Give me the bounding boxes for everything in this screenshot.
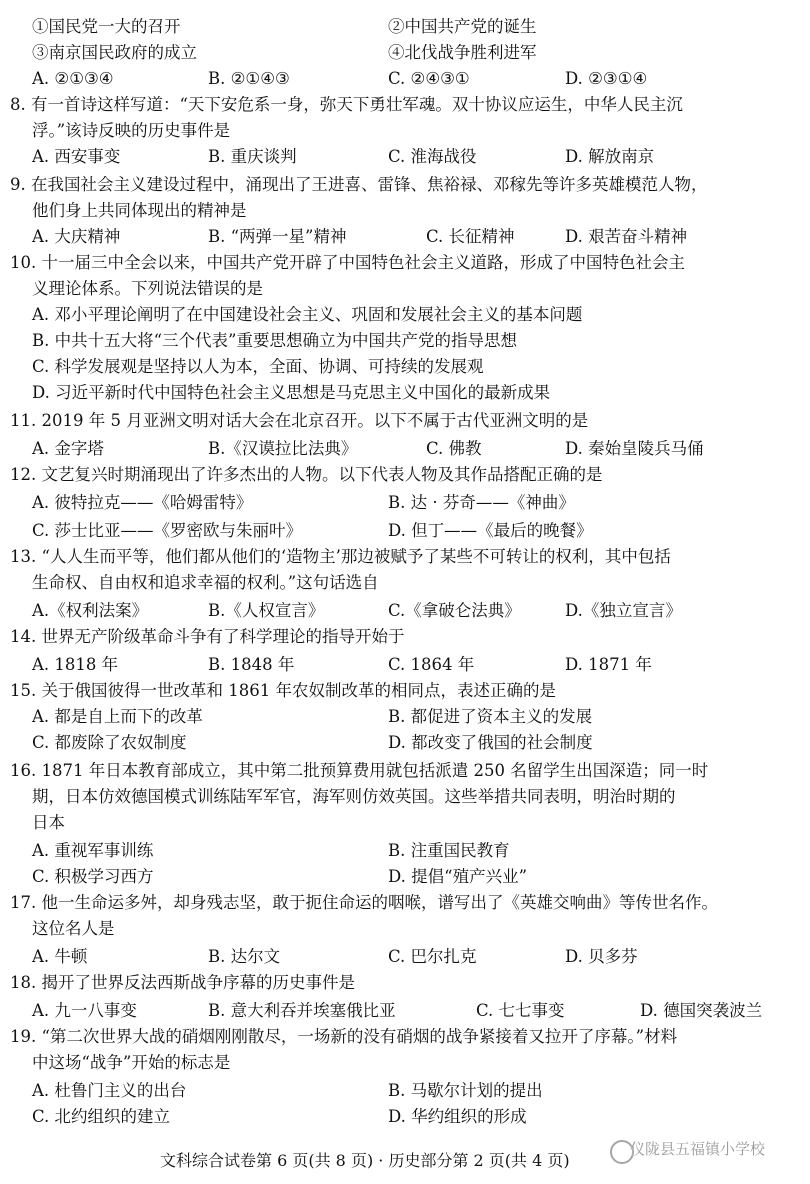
text-segment: 11. 2019 年 5 月亚洲文明对话大会在北京召开。以下不属于古代亚洲文明的是 bbox=[10, 411, 589, 430]
text-segment: 13. “人人生而平等，他们都从他们的‘造物主’那边被赋予了某些不可转让的权利，其中包括 bbox=[10, 547, 671, 566]
text-segment: B. 重庆谈判 bbox=[208, 147, 297, 166]
text-line bbox=[0, 380, 810, 406]
text-line bbox=[0, 250, 810, 276]
text-segment: C. 淮海战役 bbox=[388, 147, 477, 166]
watermark bbox=[610, 1108, 800, 1178]
text-line bbox=[0, 730, 810, 756]
text-line bbox=[0, 1078, 810, 1104]
text-segment: 生命权、自由权和追求幸福的权利。”这句话选自 bbox=[32, 573, 379, 592]
text-segment: 8. 有一首诗这样写道：“天下安危系一身，弥天下勇壮军魂。双十协议应运生，中华人民主沉 bbox=[10, 95, 683, 114]
text-segment: C. 七七事变 bbox=[476, 1001, 565, 1020]
text-line bbox=[0, 302, 810, 328]
text-segment: B. 达尔文 bbox=[208, 947, 281, 966]
text-segment: 中这场“战争”开始的标志是 bbox=[32, 1053, 231, 1072]
text-segment: B. 都促进了资本主义的发展 bbox=[388, 707, 593, 726]
text-segment: B. 马歇尔计划的提出 bbox=[388, 1081, 543, 1100]
text-segment: C. 长征精神 bbox=[426, 227, 515, 246]
text-segment: 10. 十一届三中全会以来，中国共产党开辟了中国特色社会主义道路，形成了中国特色社会主 bbox=[10, 253, 685, 272]
text-segment: C. 佛教 bbox=[426, 439, 482, 458]
text-segment: 日本 bbox=[32, 813, 65, 832]
text-segment: D. 都改变了俄国的社会制度 bbox=[388, 733, 593, 752]
text-segment: D. 秦始皇陵兵马俑 bbox=[565, 439, 704, 458]
text-segment: C. 北约组织的建立 bbox=[32, 1107, 171, 1126]
text-line bbox=[0, 890, 810, 916]
text-segment: B. 注重国民教育 bbox=[388, 841, 510, 860]
text-segment: C. 积极学习西方 bbox=[32, 867, 154, 886]
text-line bbox=[0, 864, 810, 890]
text-segment: A. ②①③④ bbox=[32, 69, 114, 88]
text-line bbox=[0, 838, 810, 864]
text-segment: A. 大庆精神 bbox=[32, 227, 121, 246]
text-segment: ③南京国民政府的成立 bbox=[32, 43, 197, 62]
text-segment: A. 彼特拉克——《哈姆雷特》 bbox=[32, 493, 253, 512]
text-segment: 15. 关于俄国彼得一世改革和 1861 年农奴制改革的相同点，表述正确的是 bbox=[10, 681, 556, 700]
text-segment: A. 西安事变 bbox=[32, 147, 121, 166]
text-segment: 他们身上共同体现出的精神是 bbox=[32, 201, 247, 220]
text-line bbox=[0, 624, 810, 650]
text-segment: ②中国共产党的诞生 bbox=[388, 17, 537, 36]
text-segment: B. 达 · 芬奇——《神曲》 bbox=[388, 493, 575, 512]
text-segment: B. 中共十五大将“三个代表”重要思想确立为中国共产党的指导思想 bbox=[32, 331, 517, 350]
text-segment: D. 艰苦奋斗精神 bbox=[565, 227, 688, 246]
text-segment: D. 习近平新时代中国特色社会主义思想是马克思主义中国化的最新成果 bbox=[32, 383, 551, 402]
text-line bbox=[0, 652, 810, 678]
text-line bbox=[0, 66, 810, 92]
text-line bbox=[0, 490, 810, 516]
text-line bbox=[0, 224, 810, 250]
text-segment: D. 解放南京 bbox=[565, 147, 655, 166]
text-segment: A. 九一八事变 bbox=[32, 1001, 137, 1020]
text-segment: A. 金字塔 bbox=[32, 439, 104, 458]
text-line bbox=[0, 40, 810, 66]
text-segment: D. 华约组织的形成 bbox=[388, 1107, 527, 1126]
text-segment: 14. 世界无产阶级革命斗争有了科学理论的指导开始于 bbox=[10, 627, 405, 646]
text-line bbox=[0, 462, 810, 488]
text-line bbox=[0, 544, 810, 570]
text-segment: B. 意大利吞并埃塞俄比亚 bbox=[208, 1001, 396, 1020]
text-segment: D. 但丁——《最后的晚餐》 bbox=[388, 521, 593, 540]
text-line bbox=[0, 92, 810, 118]
text-segment: ①国民党一大的召开 bbox=[32, 17, 181, 36]
text-line bbox=[0, 408, 810, 434]
text-segment: 这位名人是 bbox=[32, 919, 115, 938]
text-line bbox=[0, 328, 810, 354]
text-line bbox=[0, 784, 810, 810]
text-segment: A. 杜鲁门主义的出台 bbox=[32, 1081, 187, 1100]
text-segment: 期，日本仿效德国模式训练陆军军官，海军则仿效英国。这些举措共同表明，明治时期的 bbox=[32, 787, 676, 806]
text-segment: D. 1871 年 bbox=[565, 655, 652, 674]
text-segment: 17. 他一生命运多舛，却身残志坚，敢于扼住命运的咽喉，谱写出了《英雄交响曲》等传世名作。 bbox=[10, 893, 718, 912]
text-segment: A. 1818 年 bbox=[32, 655, 119, 674]
text-segment: C. 都废除了农奴制度 bbox=[32, 733, 187, 752]
text-line bbox=[0, 758, 810, 784]
text-segment: C. 巴尔扎克 bbox=[388, 947, 477, 966]
text-segment: C. 莎士比亚——《罗密欧与朱丽叶》 bbox=[32, 521, 303, 540]
text-line bbox=[0, 144, 810, 170]
text-segment: A. 牛顿 bbox=[32, 947, 88, 966]
text-segment: D. 提倡“殖产兴业” bbox=[388, 867, 528, 886]
text-line bbox=[0, 436, 810, 462]
text-line bbox=[0, 998, 810, 1024]
text-line bbox=[0, 354, 810, 380]
text-line bbox=[0, 14, 810, 40]
text-segment: D.《独立宣言》 bbox=[565, 601, 682, 620]
text-segment: 18. 揭开了世界反法西斯战争序幕的历史事件是 bbox=[10, 973, 355, 992]
text-line bbox=[0, 198, 810, 224]
text-line bbox=[0, 1050, 810, 1076]
text-segment: B. 1848 年 bbox=[208, 655, 295, 674]
text-segment: A. 重视军事训练 bbox=[32, 841, 154, 860]
text-segment: C. 科学发展观是坚持以人为本，全面、协调、可持续的发展观 bbox=[32, 357, 484, 376]
text-segment: C. ②④③① bbox=[388, 69, 470, 88]
text-line bbox=[0, 598, 810, 624]
text-line bbox=[0, 970, 810, 996]
text-segment: B. “两弹一星”精神 bbox=[208, 227, 347, 246]
text-segment: C. 1864 年 bbox=[388, 655, 475, 674]
text-line bbox=[0, 810, 810, 836]
text-segment: D. 德国突袭波兰 bbox=[640, 1001, 763, 1020]
text-line bbox=[0, 944, 810, 970]
text-segment: 义理论体系。下列说法错误的是 bbox=[32, 279, 263, 298]
text-segment: A. 邓小平理论阐明了在中国建设社会主义、巩固和发展社会主义的基本问题 bbox=[32, 305, 583, 324]
footer-text: 文科综合试卷第 6 页(共 8 页) · 历史部分第 2 页(共 4 页) bbox=[160, 1151, 570, 1170]
text-segment: 9. 在我国社会主义建设过程中，涌现出了王进喜、雷锋、焦裕禄、邓稼先等许多英雄模范人物， bbox=[10, 175, 708, 194]
text-line bbox=[0, 518, 810, 544]
text-segment: 19. “第二次世界大战的硝烟刚刚散尽，一场新的没有硝烟的战争紧接着又拉开了序幕。”材料 bbox=[10, 1027, 678, 1046]
text-segment: B. ②①④③ bbox=[208, 69, 290, 88]
text-line bbox=[0, 276, 810, 302]
text-segment: 12. 文艺复兴时期涌现出了许多杰出的人物。以下代表人物及其作品搭配正确的是 bbox=[10, 465, 603, 484]
text-segment: D. 贝多芬 bbox=[565, 947, 638, 966]
text-segment: ④北伐战争胜利进军 bbox=[388, 43, 537, 62]
watermark-text: 仪陇县五福镇小学校 bbox=[630, 1140, 766, 1158]
text-segment: A. 都是自上而下的改革 bbox=[32, 707, 203, 726]
text-line bbox=[0, 704, 810, 730]
text-segment: 浮。”该诗反映的历史事件是 bbox=[32, 121, 231, 140]
text-line bbox=[0, 118, 810, 144]
text-segment: C.《拿破仑法典》 bbox=[388, 601, 521, 620]
text-line bbox=[0, 172, 810, 198]
text-segment: 16. 1871 年日本教育部成立，其中第二批预算费用就包括派遣 250 名留学生出国深造；同一时 bbox=[10, 761, 709, 780]
text-line bbox=[0, 570, 810, 596]
text-line bbox=[0, 916, 810, 942]
text-line bbox=[0, 1024, 810, 1050]
text-line bbox=[0, 678, 810, 704]
text-segment: B.《人权宣言》 bbox=[208, 601, 325, 620]
text-segment: B.《汉谟拉比法典》 bbox=[208, 439, 358, 458]
text-segment: A.《权利法案》 bbox=[32, 601, 149, 620]
text-segment: D. ②③①④ bbox=[565, 69, 648, 88]
